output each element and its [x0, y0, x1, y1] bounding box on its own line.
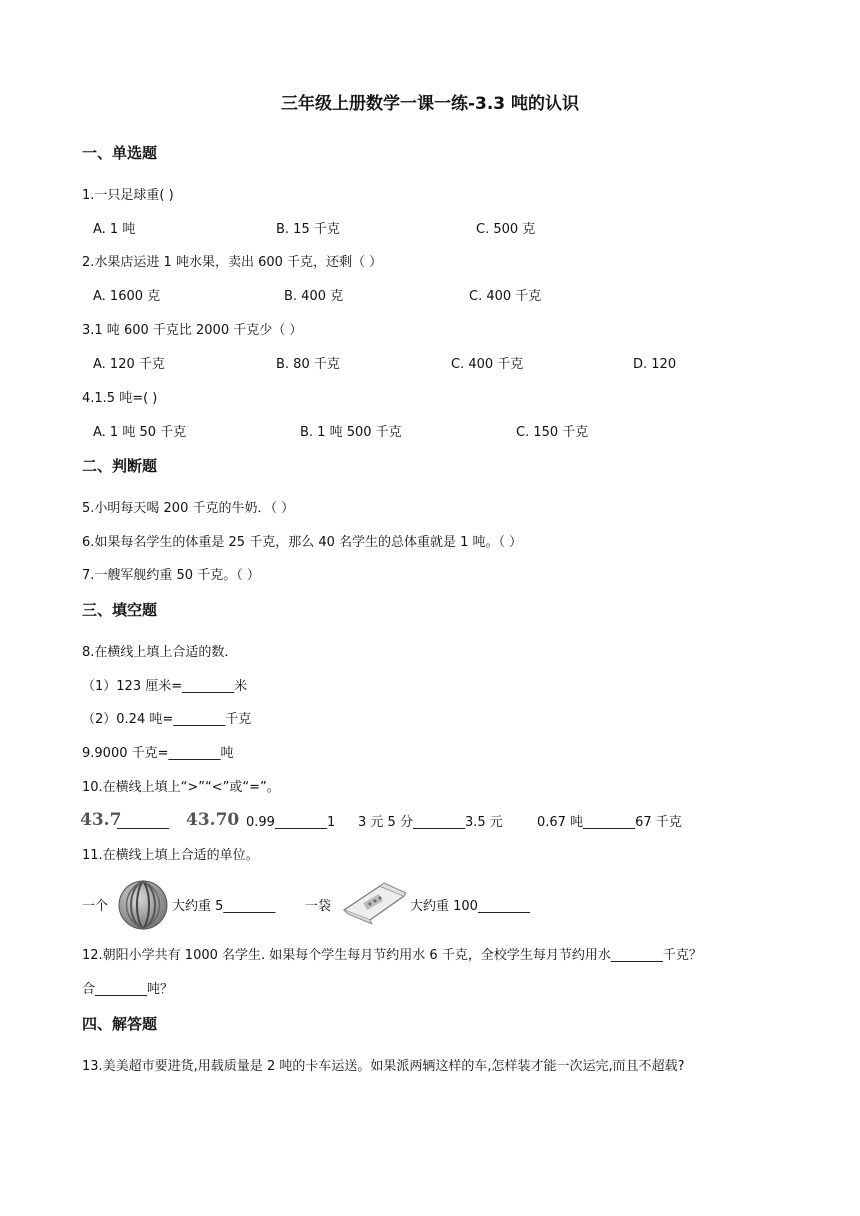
question-5: 5.小明每天喝 200 千克的牛奶．（ ）: [82, 501, 295, 516]
q10-compare-3: 3 元 5 分________3.5 元: [358, 815, 503, 830]
q3-option-d: D. 120: [633, 357, 677, 372]
q2-option-a: A. 1600 克: [93, 289, 161, 304]
q2-option-b: B. 400 克: [284, 289, 344, 304]
section-heading-true-false: 二、判断题: [82, 457, 158, 475]
q11-item-2-suffix: 大约重 100________: [410, 899, 530, 914]
q1-option-b: B. 15 千克: [276, 222, 340, 237]
q10-compare-2: 0.99________1: [246, 815, 336, 830]
question-8-part-1: （1）123 厘米=________米: [82, 679, 248, 694]
page-title: 三年级上册数学一课一练-3.3 吨的认识: [280, 94, 580, 114]
q3-option-b: B. 80 千克: [276, 357, 340, 372]
section-heading-fill-blank: 三、填空题: [82, 601, 158, 619]
salt-bag-icon: [340, 880, 408, 924]
q11-item-1-suffix: 大约重 5________: [172, 899, 276, 914]
question-4: 4.1.5 吨=( ): [82, 391, 158, 406]
q4-option-c: C. 150 千克: [516, 425, 589, 440]
question-8: 8.在横线上填上合适的数．: [82, 645, 238, 660]
q4-option-a: A. 1 吨 50 千克: [93, 425, 187, 440]
q10-number-1: 43.7: [80, 810, 122, 830]
question-12-line-1: 12.朝阳小学共有 1000 名学生. 如果每个学生每月节约用水 6 千克，全校学生每月节约用水________千克？: [82, 948, 702, 963]
q2-option-c: C. 400 千克: [469, 289, 542, 304]
q10-blank-1: ________: [117, 815, 169, 830]
question-2: 2.水果店运进 1 吨水果，卖出 600 千克，还剩（ ）: [82, 255, 383, 270]
q1-option-a: A. 1 吨: [93, 222, 136, 237]
q10-number-2: 43.70: [186, 810, 240, 830]
question-6: 6.如果每名学生的体重是 25 千克，那么 40 名学生的总体重就是 1 吨。（ ）: [82, 535, 523, 550]
q11-item-2-prefix: 一袋: [305, 899, 332, 914]
question-8-part-2: （2）0.24 吨=________千克: [82, 712, 252, 727]
question-13: 13.美美超市要进货,用载质量是 2 吨的卡车运送。如果派两辆这样的车,怎样装才能一次运完,而且不超载?: [82, 1059, 685, 1074]
section-heading-solve: 四、解答题: [82, 1015, 158, 1033]
question-1: 1.一只足球重( ): [82, 188, 174, 203]
q3-option-c: C. 400 千克: [451, 357, 524, 372]
question-11: 11.在横线上填上合适的单位。: [82, 848, 259, 863]
q11-item-1-prefix: 一个: [82, 899, 109, 914]
section-heading-single-choice: 一、单选题: [82, 144, 158, 162]
q10-compare-4: 0.67 吨________67 千克: [537, 815, 682, 830]
q1-option-c: C. 500 克: [476, 222, 536, 237]
question-9: 9.9000 千克=________吨: [82, 746, 234, 761]
watermelon-icon: [116, 877, 170, 931]
q3-option-a: A. 120 千克: [93, 357, 165, 372]
question-3: 3.1 吨 600 千克比 2000 千克少（ ）: [82, 323, 303, 338]
q4-option-b: B. 1 吨 500 千克: [300, 425, 402, 440]
question-10: 10.在横线上填上“>”“<”或“=”。: [82, 780, 280, 795]
question-12-line-2: 合________吨？: [82, 982, 174, 997]
question-7: 7.一艘军舰约重 50 千克。（ ）: [82, 568, 260, 583]
